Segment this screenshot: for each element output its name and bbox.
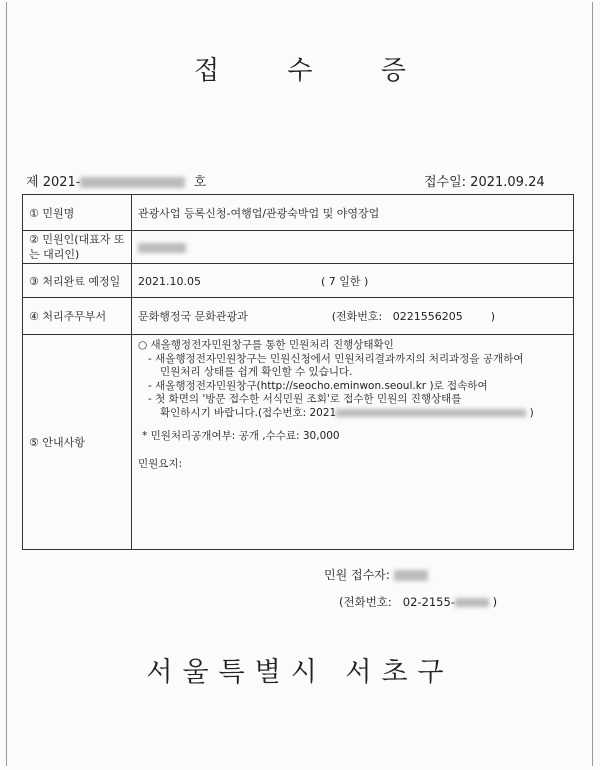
issuer-name: 서울특별시 서초구 [146,657,454,688]
receiver-phone-prefix: (전화번호: 02-2155- [339,595,455,609]
guide-fee-line: * 민원처리공개여부: 공개 ,수수료: 30,000 [142,430,340,442]
guide-summary-label: 민원요지: [138,457,183,470]
guide-line: - 새올행정전자민원창구는 민원신청에서 민원처리결과까지의 처리과정을 공개하여 [148,352,524,365]
guide-text: ) [526,406,534,419]
row-label: ④ 처리주무부서 [23,298,132,335]
receiver-phone [339,594,497,610]
row-label: ⑤ 안내사항 [23,335,132,550]
receiver-label: 민원 접수자: [324,568,390,582]
receiver-phone-suffix: ) [488,595,498,609]
department-phone: (전화번호: 0221556205 ) [331,310,496,323]
redacted-receipt-number [336,409,526,417]
receipt-number-suffix: 호 [193,175,207,190]
redacted-phone [455,598,489,607]
document-title: 접 수 증 [194,56,436,86]
due-days: ( 7 일한 ) [320,274,369,288]
row-label: ③ 처리완료 예정일 [23,264,132,298]
department: 문화행정국 문화관광과 [138,310,248,323]
row-value [132,231,574,264]
receiver [324,566,428,583]
guide-line: ○ 새올행정전자민원창구를 통한 민원처리 진행상태확인 [138,339,394,351]
table-row [23,264,574,298]
guide-text: 확인하시기 바랍니다.(접수번호: 2021 [160,406,337,419]
table-row [23,195,574,231]
redacted-number [80,177,185,188]
row-label: ② 민원인(대표자 또는 대리인) [23,231,132,264]
guide-line [138,407,567,421]
due-date: 2021.10.05 [138,274,201,288]
table-row [23,298,574,335]
receipt-number-prefix: 제 2021- [26,175,81,190]
redacted-receiver [394,570,428,581]
table-row [23,335,574,550]
row-label: ① 민원명 [23,195,132,231]
row-value [132,264,574,298]
row-value: 관광사업 등록신청-여행업/관광숙박업 및 야영장업 [132,195,574,231]
receipt-date: 접수일: 2021.09.24 [424,175,545,190]
guide-line: 민원처리 상태를 쉽게 확인할 수 있습니다. [160,366,353,378]
receipt-number [26,171,206,190]
receipt-table [22,194,574,550]
guide-content [132,335,574,550]
table-row [23,231,574,264]
redacted-name [138,243,186,253]
guide-line: - 첫 화면의 '방문 접수한 서식민원 조회'로 접수한 민원의 진행상태를 [148,393,462,405]
row-value [132,298,574,335]
guide-line: - 새올행정전자민원창구(http://seocho.eminwon.seoul.kr )로 접속하여 [148,379,488,392]
